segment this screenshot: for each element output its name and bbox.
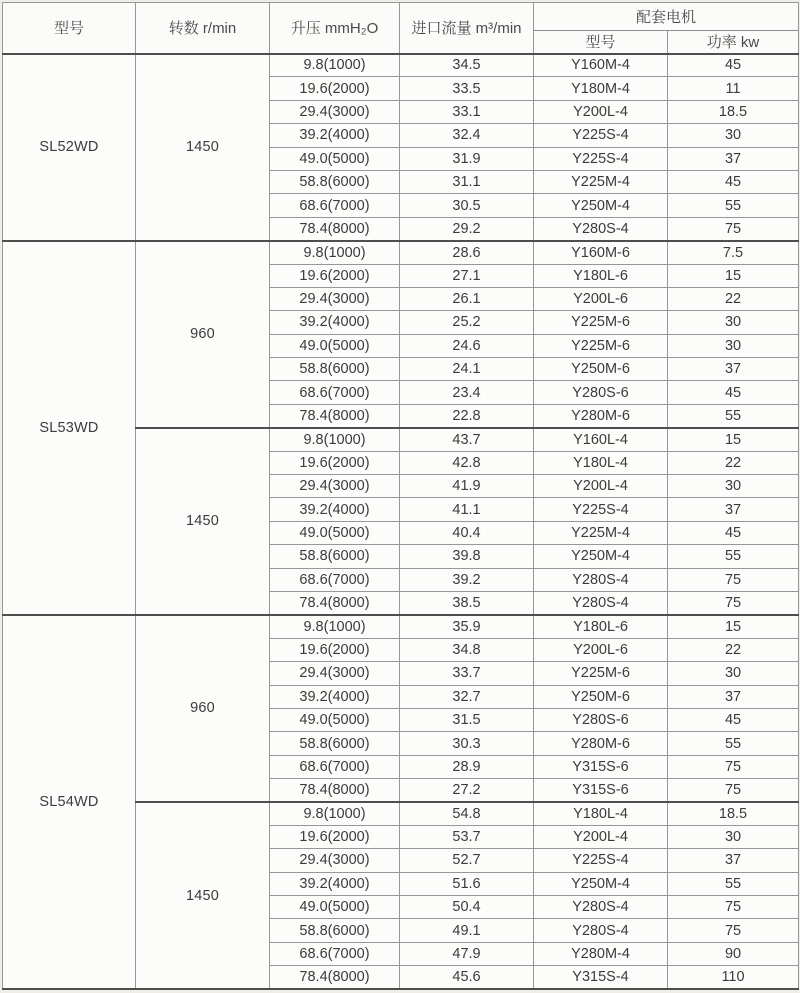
flow-cell: 35.9 <box>400 615 534 638</box>
motor-power-cell: 75 <box>668 896 799 919</box>
motor-model-cell: Y180M-4 <box>534 77 668 100</box>
flow-cell: 53.7 <box>400 825 534 848</box>
table-body <box>3 54 799 990</box>
pressure-cell: 58.8(6000) <box>270 732 400 755</box>
motor-model-cell: Y160M-6 <box>534 241 668 264</box>
motor-power-cell: 55 <box>668 194 799 217</box>
speed-cell: 1450 <box>136 802 270 989</box>
motor-model-cell: Y225M-4 <box>534 170 668 193</box>
motor-model-cell: Y225M-6 <box>534 662 668 685</box>
flow-cell: 39.8 <box>400 545 534 568</box>
motor-power-cell: 110 <box>668 966 799 989</box>
pressure-cell: 19.6(2000) <box>270 825 400 848</box>
pressure-cell: 78.4(8000) <box>270 966 400 989</box>
pressure-cell: 19.6(2000) <box>270 264 400 287</box>
motor-model-cell: Y200L-6 <box>534 287 668 310</box>
motor-model-cell: Y225S-4 <box>534 147 668 170</box>
motor-model-cell: Y160L-4 <box>534 428 668 451</box>
pressure-cell: 68.6(7000) <box>270 381 400 404</box>
pressure-cell: 78.4(8000) <box>270 591 400 614</box>
motor-power-cell: 75 <box>668 755 799 778</box>
motor-power-cell: 37 <box>668 685 799 708</box>
pressure-cell: 49.0(5000) <box>270 708 400 731</box>
motor-model-cell: Y225S-4 <box>534 498 668 521</box>
pressure-cell: 49.0(5000) <box>270 521 400 544</box>
flow-cell: 41.9 <box>400 475 534 498</box>
flow-cell: 52.7 <box>400 849 534 872</box>
header-speed: 转数 r/min <box>136 3 270 54</box>
flow-cell: 22.8 <box>400 404 534 427</box>
flow-cell: 49.1 <box>400 919 534 942</box>
pressure-cell: 9.8(1000) <box>270 615 400 638</box>
flow-cell: 31.1 <box>400 170 534 193</box>
motor-model-cell: Y315S-4 <box>534 966 668 989</box>
flow-cell: 26.1 <box>400 287 534 310</box>
pressure-cell: 9.8(1000) <box>270 54 400 77</box>
header-motor-group: 配套电机 <box>534 3 799 31</box>
pressure-cell: 19.6(2000) <box>270 638 400 661</box>
table-row <box>3 54 799 77</box>
flow-cell: 34.8 <box>400 638 534 661</box>
motor-power-cell: 15 <box>668 428 799 451</box>
header-motor-model: 型号 <box>534 31 668 54</box>
pressure-cell: 39.2(4000) <box>270 685 400 708</box>
motor-power-cell: 7.5 <box>668 241 799 264</box>
flow-cell: 41.1 <box>400 498 534 521</box>
pressure-cell: 68.6(7000) <box>270 568 400 591</box>
motor-model-cell: Y180L-6 <box>534 264 668 287</box>
motor-power-cell: 55 <box>668 404 799 427</box>
flow-cell: 31.5 <box>400 708 534 731</box>
motor-model-cell: Y180L-4 <box>534 802 668 825</box>
flow-cell: 51.6 <box>400 872 534 895</box>
pressure-cell: 49.0(5000) <box>270 896 400 919</box>
motor-model-cell: Y250M-4 <box>534 194 668 217</box>
flow-cell: 50.4 <box>400 896 534 919</box>
motor-power-cell: 15 <box>668 615 799 638</box>
pressure-cell: 29.4(3000) <box>270 287 400 310</box>
motor-power-cell: 55 <box>668 732 799 755</box>
speed-cell: 960 <box>136 615 270 802</box>
speed-cell: 1450 <box>136 54 270 241</box>
flow-cell: 40.4 <box>400 521 534 544</box>
model-cell: SL54WD <box>3 615 136 989</box>
motor-model-cell: Y280M-4 <box>534 942 668 965</box>
pressure-cell: 58.8(6000) <box>270 545 400 568</box>
motor-power-cell: 55 <box>668 545 799 568</box>
motor-power-cell: 22 <box>668 287 799 310</box>
model-cell: SL53WD <box>3 241 136 615</box>
pressure-cell: 78.4(8000) <box>270 217 400 240</box>
motor-power-cell: 45 <box>668 708 799 731</box>
flow-cell: 39.2 <box>400 568 534 591</box>
pressure-cell: 19.6(2000) <box>270 451 400 474</box>
speed-cell: 1450 <box>136 428 270 615</box>
motor-power-cell: 22 <box>668 451 799 474</box>
table-row <box>3 241 799 264</box>
motor-model-cell: Y180L-6 <box>534 615 668 638</box>
pressure-cell: 9.8(1000) <box>270 241 400 264</box>
motor-model-cell: Y225M-4 <box>534 521 668 544</box>
pressure-cell: 68.6(7000) <box>270 942 400 965</box>
motor-model-cell: Y280S-4 <box>534 568 668 591</box>
header-flow: 进口流量 m³/min <box>400 3 534 54</box>
flow-cell: 32.4 <box>400 124 534 147</box>
pressure-cell: 39.2(4000) <box>270 124 400 147</box>
header-model: 型号 <box>3 3 136 54</box>
motor-model-cell: Y200L-6 <box>534 638 668 661</box>
motor-power-cell: 75 <box>668 591 799 614</box>
motor-power-cell: 18.5 <box>668 100 799 123</box>
motor-power-cell: 75 <box>668 217 799 240</box>
flow-cell: 28.9 <box>400 755 534 778</box>
flow-cell: 33.5 <box>400 77 534 100</box>
flow-cell: 27.1 <box>400 264 534 287</box>
motor-power-cell: 37 <box>668 498 799 521</box>
motor-power-cell: 75 <box>668 919 799 942</box>
motor-power-cell: 75 <box>668 779 799 802</box>
pressure-cell: 58.8(6000) <box>270 358 400 381</box>
pressure-cell: 9.8(1000) <box>270 802 400 825</box>
motor-power-cell: 30 <box>668 334 799 357</box>
motor-power-cell: 75 <box>668 568 799 591</box>
motor-power-cell: 45 <box>668 170 799 193</box>
pressure-cell: 29.4(3000) <box>270 100 400 123</box>
motor-power-cell: 37 <box>668 849 799 872</box>
flow-cell: 47.9 <box>400 942 534 965</box>
motor-power-cell: 15 <box>668 264 799 287</box>
spec-table <box>2 2 799 990</box>
flow-cell: 38.5 <box>400 591 534 614</box>
motor-power-cell: 45 <box>668 381 799 404</box>
motor-model-cell: Y280S-4 <box>534 217 668 240</box>
flow-cell: 30.5 <box>400 194 534 217</box>
flow-cell: 31.9 <box>400 147 534 170</box>
motor-model-cell: Y225S-4 <box>534 849 668 872</box>
motor-power-cell: 11 <box>668 77 799 100</box>
table-row <box>3 615 799 638</box>
motor-model-cell: Y250M-6 <box>534 685 668 708</box>
flow-cell: 32.7 <box>400 685 534 708</box>
pressure-cell: 29.4(3000) <box>270 849 400 872</box>
motor-model-cell: Y200L-4 <box>534 100 668 123</box>
motor-model-cell: Y280S-6 <box>534 708 668 731</box>
pressure-cell: 78.4(8000) <box>270 404 400 427</box>
pressure-cell: 29.4(3000) <box>270 475 400 498</box>
flow-cell: 24.1 <box>400 358 534 381</box>
flow-cell: 42.8 <box>400 451 534 474</box>
pressure-cell: 49.0(5000) <box>270 147 400 170</box>
flow-cell: 45.6 <box>400 966 534 989</box>
motor-model-cell: Y280M-6 <box>534 732 668 755</box>
flow-cell: 33.7 <box>400 662 534 685</box>
flow-cell: 30.3 <box>400 732 534 755</box>
flow-cell: 23.4 <box>400 381 534 404</box>
motor-model-cell: Y280S-4 <box>534 591 668 614</box>
motor-power-cell: 18.5 <box>668 802 799 825</box>
header-row-1 <box>3 3 799 31</box>
motor-model-cell: Y280S-4 <box>534 919 668 942</box>
motor-power-cell: 30 <box>668 662 799 685</box>
motor-model-cell: Y250M-4 <box>534 872 668 895</box>
pressure-cell: 9.8(1000) <box>270 428 400 451</box>
flow-cell: 28.6 <box>400 241 534 264</box>
flow-cell: 24.6 <box>400 334 534 357</box>
motor-power-cell: 30 <box>668 825 799 848</box>
motor-model-cell: Y280S-4 <box>534 896 668 919</box>
motor-model-cell: Y160M-4 <box>534 54 668 77</box>
header-pressure: 升压 mmH₂O <box>270 3 400 54</box>
flow-cell: 54.8 <box>400 802 534 825</box>
flow-cell: 43.7 <box>400 428 534 451</box>
header-motor-power: 功率 kw <box>668 31 799 54</box>
motor-power-cell: 30 <box>668 124 799 147</box>
flow-cell: 27.2 <box>400 779 534 802</box>
flow-cell: 33.1 <box>400 100 534 123</box>
flow-cell: 25.2 <box>400 311 534 334</box>
motor-power-cell: 45 <box>668 54 799 77</box>
pressure-cell: 19.6(2000) <box>270 77 400 100</box>
motor-model-cell: Y315S-6 <box>534 755 668 778</box>
pressure-cell: 49.0(5000) <box>270 334 400 357</box>
motor-power-cell: 37 <box>668 147 799 170</box>
motor-model-cell: Y315S-6 <box>534 779 668 802</box>
motor-model-cell: Y180L-4 <box>534 451 668 474</box>
motor-power-cell: 45 <box>668 521 799 544</box>
flow-cell: 29.2 <box>400 217 534 240</box>
pressure-cell: 39.2(4000) <box>270 872 400 895</box>
motor-power-cell: 90 <box>668 942 799 965</box>
motor-model-cell: Y225S-4 <box>534 124 668 147</box>
model-cell: SL52WD <box>3 54 136 241</box>
pressure-cell: 58.8(6000) <box>270 170 400 193</box>
motor-model-cell: Y250M-6 <box>534 358 668 381</box>
motor-model-cell: Y280M-6 <box>534 404 668 427</box>
motor-power-cell: 30 <box>668 311 799 334</box>
flow-cell: 34.5 <box>400 54 534 77</box>
pressure-cell: 68.6(7000) <box>270 755 400 778</box>
pressure-cell: 39.2(4000) <box>270 498 400 521</box>
pressure-cell: 29.4(3000) <box>270 662 400 685</box>
pressure-cell: 39.2(4000) <box>270 311 400 334</box>
pressure-cell: 78.4(8000) <box>270 779 400 802</box>
speed-cell: 960 <box>136 241 270 428</box>
motor-power-cell: 30 <box>668 475 799 498</box>
motor-power-cell: 37 <box>668 358 799 381</box>
pressure-cell: 68.6(7000) <box>270 194 400 217</box>
motor-model-cell: Y200L-4 <box>534 825 668 848</box>
motor-model-cell: Y250M-4 <box>534 545 668 568</box>
motor-model-cell: Y280S-6 <box>534 381 668 404</box>
motor-power-cell: 22 <box>668 638 799 661</box>
motor-model-cell: Y225M-6 <box>534 334 668 357</box>
table-header <box>3 3 799 54</box>
motor-model-cell: Y200L-4 <box>534 475 668 498</box>
motor-power-cell: 55 <box>668 872 799 895</box>
pressure-cell: 58.8(6000) <box>270 919 400 942</box>
motor-model-cell: Y225M-6 <box>534 311 668 334</box>
